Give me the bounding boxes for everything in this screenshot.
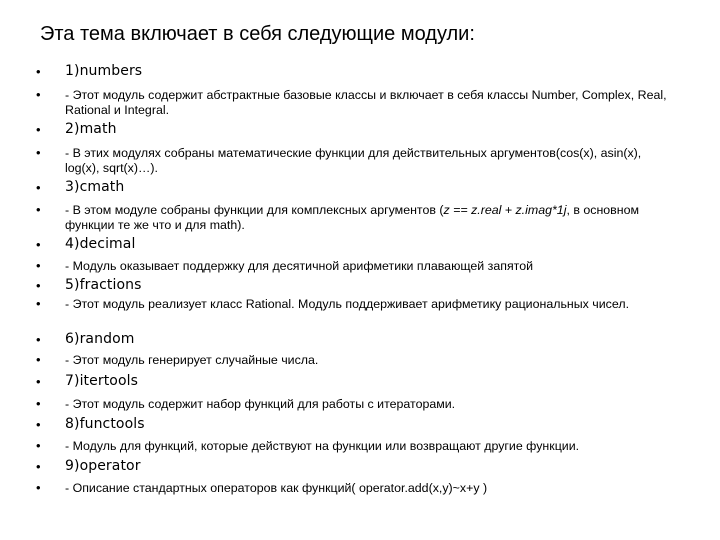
module-name: 2)math [65, 121, 117, 137]
module-name: 3)cmath [65, 179, 125, 195]
bullet-icon: • [36, 396, 41, 411]
module-description: - Этот модуль генерирует случайные числа. [65, 353, 319, 367]
module-description: - Модуль для функций, которые действуют на функции или возвращают другие функции. [65, 439, 580, 453]
slide-title: Эта тема включает в себя следующие модули: [40, 23, 475, 45]
bullet-icon: • [36, 296, 41, 311]
module-name: 6)random [65, 331, 135, 347]
module-description [65, 203, 676, 233]
bullet-icon: • [36, 180, 41, 195]
bullet-icon: • [36, 374, 41, 389]
module-description: - Этот модуль содержит абстрактные базовые классы и включает в себя классы Number, Complex, Real, Rational и Integral. [65, 88, 667, 117]
bullet-icon: • [36, 202, 41, 217]
bullet-icon: • [36, 438, 41, 453]
module-name: 7)itertools [65, 373, 139, 389]
module-description: - Модуль оказывает поддержку для десятичной арифметики плавающей запятой [65, 259, 534, 273]
description-text: , в основном функции те же что и для math). [65, 203, 640, 232]
module-description: - Описание стандартных операторов как функций( operator.add(x,y)~x+y ) [65, 481, 488, 495]
bullet-icon: • [36, 237, 41, 252]
module-name: 5)fractions [65, 277, 142, 293]
module-description: - Этот модуль содержит набор функций для работы с итераторами. [65, 397, 456, 411]
bullet-icon: • [36, 459, 41, 474]
module-name: 8)functools [65, 416, 145, 432]
bullet-icon: • [36, 332, 41, 347]
bullet-icon: • [36, 258, 41, 273]
bullet-icon: • [36, 278, 41, 293]
bullet-icon: • [36, 122, 41, 137]
module-name: 9)operator [65, 458, 141, 474]
bullet-icon: • [36, 352, 41, 367]
bullet-icon: • [36, 64, 41, 79]
bullet-icon: • [36, 417, 41, 432]
module-description: - В этих модулях собраны математические функции для действительных аргументов(cos(x), asin(x), log(x), sqrt(x)…). [65, 146, 642, 175]
description-text: - В этом модуле собраны функции для комплексных аргументов ( [65, 203, 444, 217]
bullet-icon: • [36, 87, 41, 102]
bullet-icon: • [36, 480, 41, 495]
formula-text: z == z.real + z.imag*1j [443, 203, 567, 217]
module-name: 1)numbers [65, 63, 143, 79]
module-description: - Этот модуль реализует класс Rational. Модуль поддерживает арифметику рациональных чисел. [65, 297, 630, 311]
module-name: 4)decimal [65, 236, 136, 252]
bullet-icon: • [36, 145, 41, 160]
